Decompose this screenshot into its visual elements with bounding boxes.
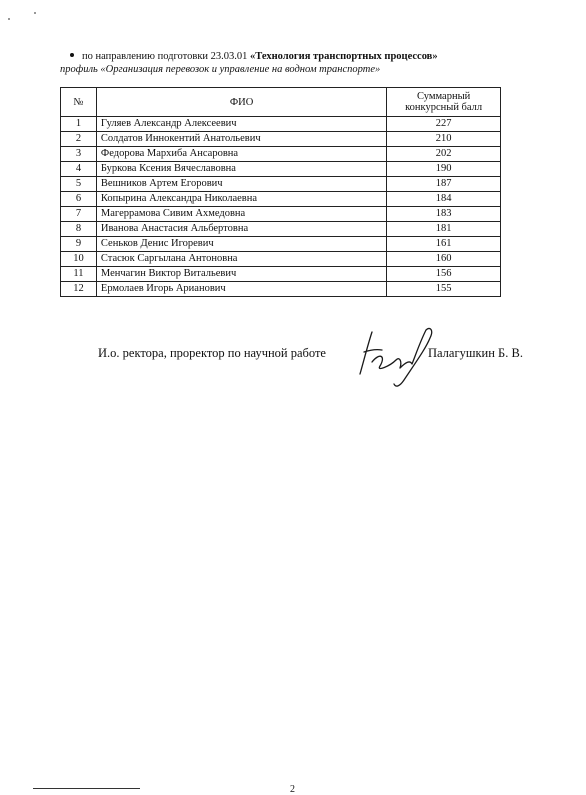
table-row bbox=[61, 117, 501, 132]
row-score: 156 bbox=[387, 267, 501, 282]
bullet-icon bbox=[70, 53, 74, 57]
row-name: Иванова Анастасия Альбертовна bbox=[96, 222, 386, 237]
table-row bbox=[61, 192, 501, 207]
table-row bbox=[61, 147, 501, 162]
program-heading-prefix: по направлению подготовки 23.03.01 bbox=[82, 51, 251, 62]
row-number: 9 bbox=[61, 237, 97, 252]
row-name: Ермолаев Игорь Арианович bbox=[96, 282, 386, 297]
row-score: 160 bbox=[387, 252, 501, 267]
row-number: 7 bbox=[61, 207, 97, 222]
row-name: Буркова Ксения Вячеславовна bbox=[96, 162, 386, 177]
row-score: 155 bbox=[387, 282, 501, 297]
row-number: 3 bbox=[61, 147, 97, 162]
signatory-name: Палагушкин Б. В. bbox=[428, 346, 523, 360]
header-score: Суммарный конкурсный балл bbox=[387, 88, 501, 117]
row-score: 202 bbox=[387, 147, 501, 162]
table-row bbox=[61, 132, 501, 147]
row-score: 210 bbox=[387, 132, 501, 147]
row-name: Солдатов Иннокентий Анатольевич bbox=[96, 132, 386, 147]
page-number: 2 bbox=[290, 784, 295, 795]
row-score: 190 bbox=[387, 162, 501, 177]
row-number: 8 bbox=[61, 222, 97, 237]
table-row bbox=[61, 267, 501, 282]
table-row bbox=[61, 207, 501, 222]
row-number: 10 bbox=[61, 252, 97, 267]
table-row bbox=[61, 222, 501, 237]
table-row bbox=[61, 162, 501, 177]
row-number: 12 bbox=[61, 282, 97, 297]
row-number: 5 bbox=[61, 177, 97, 192]
row-name: Гуляев Александр Алексеевич bbox=[96, 117, 386, 132]
row-score: 183 bbox=[387, 207, 501, 222]
row-number: 1 bbox=[61, 117, 97, 132]
row-score: 184 bbox=[387, 192, 501, 207]
row-number: 11 bbox=[61, 267, 97, 282]
header-number: № bbox=[61, 88, 97, 117]
row-score: 187 bbox=[387, 177, 501, 192]
profile-line: профиль «Организация перевозок и управление на водном транспорте» bbox=[60, 64, 381, 75]
table-row bbox=[61, 237, 501, 252]
row-score: 181 bbox=[387, 222, 501, 237]
program-heading bbox=[70, 51, 438, 62]
scan-specks bbox=[6, 8, 46, 22]
row-name: Вешников Артем Егорович bbox=[96, 177, 386, 192]
row-score: 227 bbox=[387, 117, 501, 132]
results-table bbox=[60, 87, 501, 297]
table-header-row bbox=[61, 88, 501, 117]
row-name: Менчагин Виктор Витальевич bbox=[96, 267, 386, 282]
row-number: 4 bbox=[61, 162, 97, 177]
row-name: Копырина Александра Николаевна bbox=[96, 192, 386, 207]
row-name: Стасюк Саргылана Антоновна bbox=[96, 252, 386, 267]
row-name: Сеньков Денис Игоревич bbox=[96, 237, 386, 252]
handwritten-signature bbox=[350, 322, 440, 392]
table-row bbox=[61, 282, 501, 297]
program-title: «Технология транспортных процессов» bbox=[250, 51, 438, 62]
table-row bbox=[61, 177, 501, 192]
row-name: Магеррамова Сивим Ахмедовна bbox=[96, 207, 386, 222]
header-name: ФИО bbox=[96, 88, 386, 117]
signatory-role: И.о. ректора, проректор по научной работе bbox=[98, 346, 326, 360]
row-name: Федорова Мархиба Ансаровна bbox=[96, 147, 386, 162]
row-number: 6 bbox=[61, 192, 97, 207]
row-score: 161 bbox=[387, 237, 501, 252]
footer-divider bbox=[33, 788, 140, 789]
table-row bbox=[61, 252, 501, 267]
row-number: 2 bbox=[61, 132, 97, 147]
